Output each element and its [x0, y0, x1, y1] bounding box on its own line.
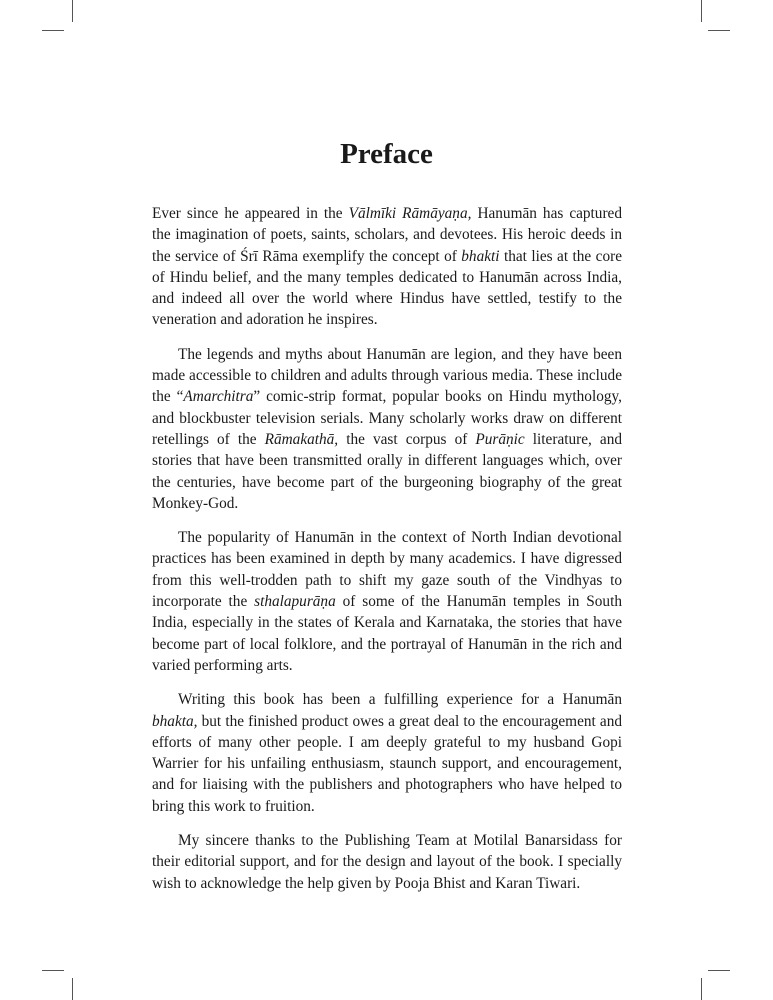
text-run: Writing this book has been a fulfilling experience for a Hanumān	[178, 691, 622, 709]
crop-mark-top-left-vertical	[72, 0, 73, 22]
preface-body	[152, 203, 622, 907]
preface-paragraph	[152, 689, 622, 817]
text-run: The popularity of Hanumān in the context of North Indian devotional practices has been examined in depth by many academics. I have digressed from this well-trodden path to shift my gaze south of the Vindhyas to incorporate the	[152, 529, 622, 611]
crop-mark-bottom-left-horizontal	[42, 970, 64, 971]
text-run: the vast corpus of	[338, 430, 476, 448]
preface-paragraph	[152, 527, 622, 676]
crop-mark-top-right-vertical	[701, 0, 702, 22]
crop-mark-bottom-right-vertical	[701, 978, 702, 1000]
preface-paragraph	[152, 203, 622, 331]
page-title: Preface	[340, 138, 433, 170]
preface-paragraph	[152, 830, 622, 894]
crop-mark-top-left-horizontal	[42, 30, 64, 31]
text-run: but the finished product owes a great deal to the encouragement and efforts of many other people. I am deeply grateful to my husband Gopi Warrier for his unfailing enthusiasm, staunch support, and encouragement, and for liaising with the publishers and photographers who have helped to bring this work to fruition.	[152, 712, 622, 815]
italic-term: Amarchitra	[183, 388, 254, 406]
italic-term: Rāmakathā,	[264, 430, 339, 448]
preface-paragraph	[152, 344, 622, 514]
italic-term: Purāṇic	[475, 430, 525, 448]
crop-mark-top-right-horizontal	[708, 30, 730, 31]
crop-mark-bottom-left-vertical	[72, 978, 73, 1000]
text-run: of some of the Hanumān temples in South India, especially in the states of Kerala and Karnataka, the stories that have become part of local folklore, and the portrayal of Hanumān in the rich and varied performing arts.	[152, 593, 622, 674]
text-run: Hanumān has captured the imagination of poets, saints, scholars, and devotees. His heroic deeds in the service of Śrī Rāma exemplify the concept of	[152, 205, 622, 265]
crop-mark-bottom-right-horizontal	[708, 970, 730, 971]
text-run: Ever since he appeared in the	[152, 205, 349, 222]
italic-term: bhakta,	[152, 712, 198, 730]
italic-term: sthalapurāṇa	[254, 593, 336, 611]
text-run: that lies at the core of Hindu belief, and the many temples dedicated to Hanumān across India, and indeed all over the world where Hindus have settled, testify to the veneration and adoration he inspires.	[152, 247, 622, 329]
italic-term: Vālmīki Rāmāyaṇa,	[348, 205, 472, 222]
text-run: ” comic-strip format, popular books on Hindu mythology, and blockbuster television serials. Many scholarly works draw on different retellings of the	[152, 388, 622, 448]
italic-term: bhakti	[461, 247, 500, 265]
text-run: literature, and stories that have been transmitted orally in different languages which, over the centuries, have become part of the burgeoning biography of the great Monkey-God.	[152, 430, 623, 512]
text-run: The legends and myths about Hanumān are legion, and they have been made accessible to children and adults through various media. These include the “	[152, 345, 622, 406]
text-run: My sincere thanks to the Publishing Team at Motilal Banarsidass for their editorial support, and for the design and layout of the book. I specially wish to acknowledge the help given by Pooja Bhist and Karan Tiwari.	[152, 832, 622, 892]
